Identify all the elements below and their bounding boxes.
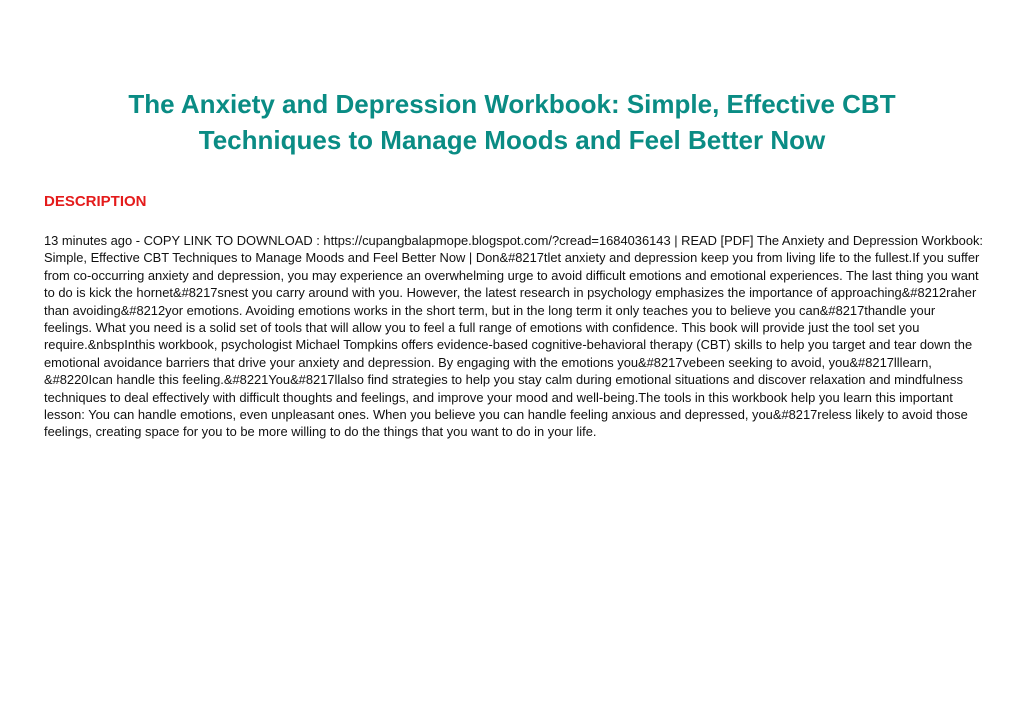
description-heading: DESCRIPTION <box>44 193 147 210</box>
description-text: 13 minutes ago - COPY LINK TO DOWNLOAD : https://cupangbalapmope.blogspot.com/?cread=1684036143 | READ [PDF] The Anxiety and Depression Workbook: Simple, Effective CBT Techniques to Manage Moods and Feel Better Now | Don&#8217tlet anxiety and depression keep you from living life to the fullest.If you suffer from co-occurring anxiety and depression, you may experience an overwhelming urge to avoid difficult emotions and emotional experiences. The last thing you want to do is kick the hornet&#8217snest you carry around with you. However, the latest research in psychology emphasizes the importance of approaching&#8212raher than avoiding&#8212yor emotions. Avoiding emotions works in the short term, but in the long term it only teaches you to believe you can&#8217thandle your feelings. What you need is a solid set of tools that will allow you to feel a full range of emotions with confidence. This book will provide just the tool set you require.&nbspInthis workbook, psychologist Michael Tompkins offers evidence-based cognitive-behavioral therapy (CBT) skills to help you target and tear down the emotional avoidance barriers that drive your anxiety and depression. By engaging with the emotions you&#8217vebeen seeking to avoid, you&#8217lllearn, &#8220Ican handle this feeling.&#8221You&#8217llalso find strategies to help you stay calm during emotional situations and discover relaxation and mindfulness techniques to deal effectively with difficult thoughts and feelings, and improve your mood and well-being.The tools in this workbook help you learn this important lesson: You can handle emotions, even unpleasant ones. When you believe you can handle feeling anxious and depressed, you&#8217reless likely to avoid those feelings, creating space for you to be more willing to do the things that you want to do in your life. <box>44 233 984 440</box>
document-title: The Anxiety and Depression Workbook: Simple, Effective CBT Techniques to Manage Moods and Feel Better Now <box>128 89 896 155</box>
